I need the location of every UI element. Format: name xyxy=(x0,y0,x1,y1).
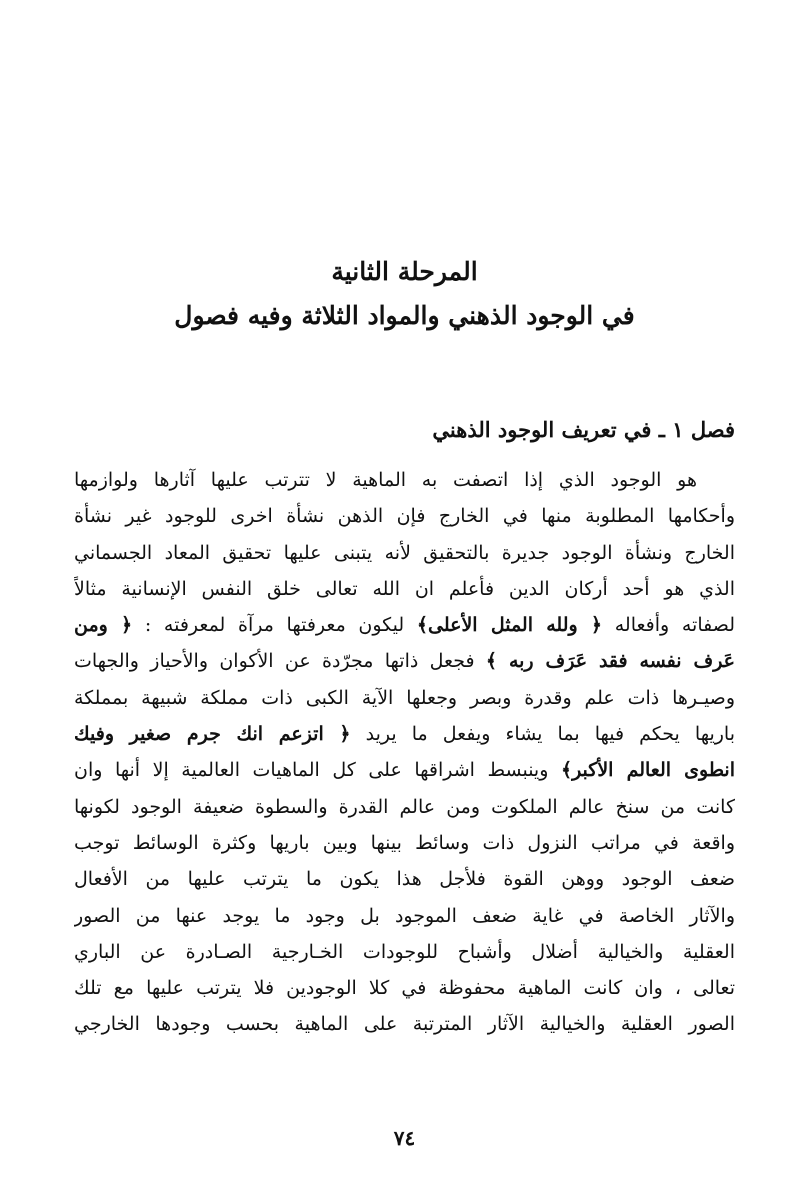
text-line-16: الصور العقلية والخيالية الآثار المترتبة على الماهية بحسب وجودها الخارجي xyxy=(74,1013,735,1036)
text-line-11: واقعة في مراتب النزول ذات وسائط بينها وبين باريها وكثرة الوسائط توجب xyxy=(74,831,735,854)
page-number: ٧٤ xyxy=(393,1126,416,1150)
chapter-title: المرحلة الثانية xyxy=(331,257,478,286)
text-line-4: الذي هو أحد أركان الدين فأعلم ان الله تعالى خلق النفس الإنسانية مثالاً xyxy=(74,577,735,600)
text-line-5-start: لصفاته وأفعاله xyxy=(602,614,735,637)
poem-quote-end: انطوى العالم الأكبر﴾ xyxy=(560,759,735,782)
section-title: فصل ١ ـ في تعريف الوجود الذهني xyxy=(432,417,735,442)
text-line-1: هو الوجود الذي إذا اتصفت به الماهية لا تترتب عليها آثارها ولوازمها xyxy=(74,469,697,491)
text-line-8 xyxy=(74,716,735,752)
text-line-3: الخارج ونشأة الوجود جديرة بالتحقيق لأنه يتبنى عليها تحقيق المعاد الجسماني xyxy=(74,541,735,564)
text-line-12: ضعف الوجود ووهن القوة فلأجل هذا يكون ما يترتب عليها من الأفعال xyxy=(74,868,735,891)
text-line-9 xyxy=(74,752,735,788)
text-line-15: تعالى ، وان كانت الماهية محفوظة في كلا الوجودين فلا يترتب عليها مع تلك xyxy=(74,977,735,1000)
chapter-heading xyxy=(60,250,749,338)
chapter-subtitle: في الوجود الذهني والمواد الثلاثة وفيه فصول xyxy=(174,301,635,330)
text-line-6-rest: فجعل ذاتها مجرّدة عن الأكوان والأحياز والجهات xyxy=(74,650,486,673)
text-line-7: وصيـرها ذات علم وقدرة وبصر وجعلها الآية الكبى ذات مملكة شبيهة بمملكة xyxy=(74,686,735,709)
text-line-5-middle: ليكون معرفتها مرآة لمعرفته : xyxy=(132,614,417,637)
body-paragraph xyxy=(74,462,735,1116)
quran-quote-1: ﴿ ولله المثل الأعلى﴾ xyxy=(416,614,603,637)
text-line-10: كانت من سنخ عالم الملكوت ومن عالم القدرة والسطوة ضعيفة الوجود لكونها xyxy=(74,795,735,818)
text-line-13: والآثار الخاصة في غاية ضعف الموجود بل وجود ما يوجد عنها من الصور xyxy=(74,904,735,927)
text-line-8-start: باريها يحكم فيها بما يشاء ويفعل ما يريد xyxy=(350,723,735,746)
hadith-quote-start: ﴿ ومن xyxy=(74,614,133,637)
text-line-6 xyxy=(74,643,735,679)
hadith-quote-end: عَرف نفسه فقد عَرَف ربه ﴾ xyxy=(485,650,735,673)
text-line-5 xyxy=(74,607,735,643)
text-line-14: العقلية والخيالية أضلال وأشباح للوجودات الخـارجية الصـادرة عن الباري xyxy=(74,940,735,963)
text-line-2: وأحكامها المطلوبة منها في الخارج فإن الذهن نشأة اخرى للوجود غير نشأة xyxy=(74,505,735,528)
poem-quote-start: ﴿ اتزعم انك جرم صغير وفيك xyxy=(74,723,351,746)
text-line-9-rest: وينبسط اشراقها على كل الماهيات العالمية إلا أنها وان xyxy=(74,759,561,782)
